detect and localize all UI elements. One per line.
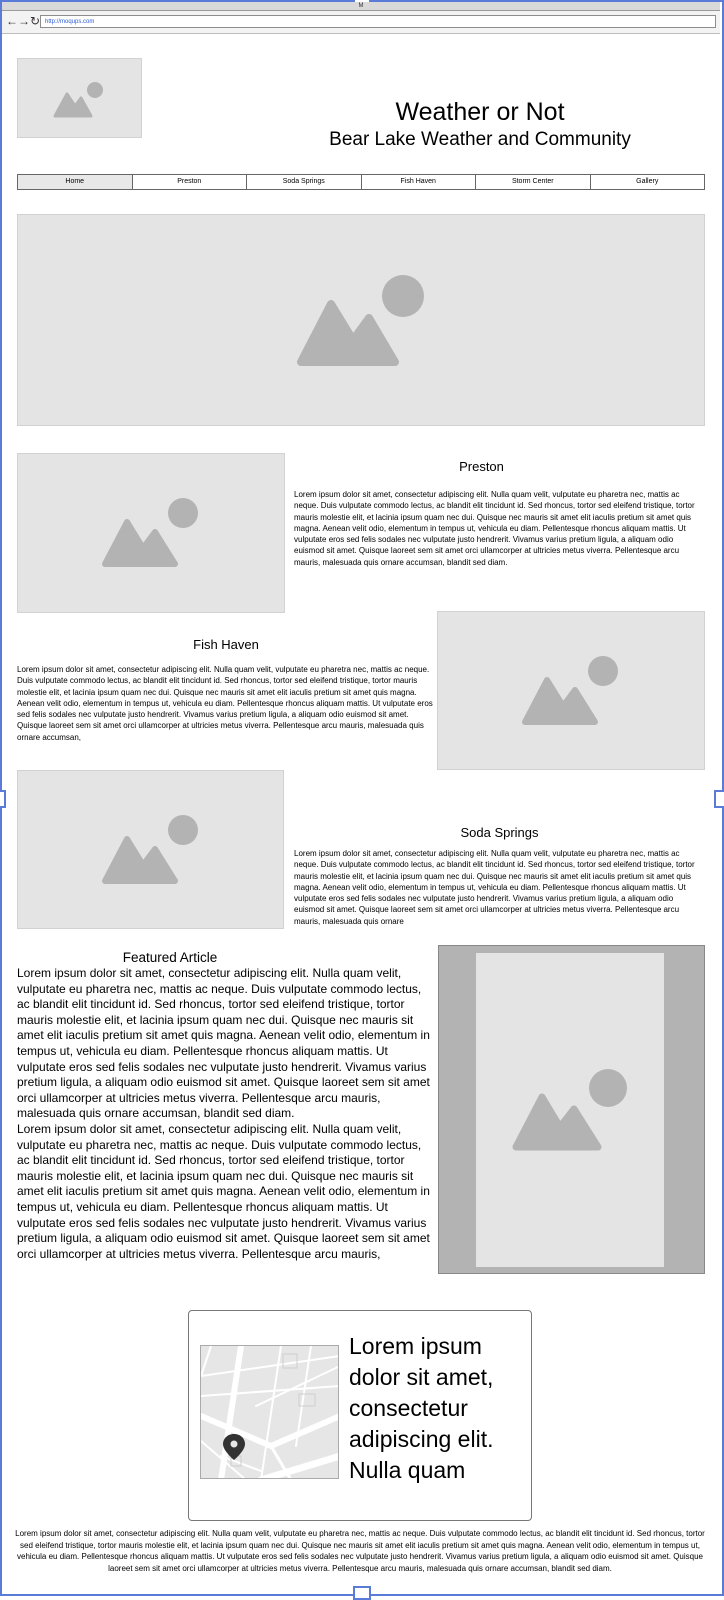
map[interactable] bbox=[200, 1345, 339, 1479]
nav-tab-storm-center[interactable]: Storm Center bbox=[476, 175, 591, 189]
nav-tab-preston[interactable]: Preston bbox=[133, 175, 248, 189]
soda-springs-title: Soda Springs bbox=[460, 825, 539, 840]
soda-springs-text: Lorem ipsum dolor sit amet, consectetur adipiscing elit. Nulla quam velit, vulputate eu pharetra nec, mattis ac neque. Duis vulputate commodo lectus, ac blandit elit tincidunt id. Sed rhoncus, tortor sed eleifend tristique, tortor mauris molestie elit, et lacinia ipsum quam nec dui. Quisque nec mauris sit amet elit iaculis pretium sit amet quis magna. Aenean velit odio, elementum in tempus ut, vehicula eu diam. Pellentesque rhoncus aliquam mattis. Ut vulputate eros sed felis sodales nec vulputate justo hendrerit. Vivamus varius pretium ligula, a aliquam odio euismod sit amet. Quisque laoreet sem sit amet orci ullamcorper at ultricies metus viverra. Pellentesque arcu mauris, malesuada quis ornare bbox=[294, 849, 695, 926]
arrow-left-icon[interactable]: ← bbox=[6, 14, 18, 28]
image-icon bbox=[53, 78, 107, 118]
nav-tab-soda-springs[interactable]: Soda Springs bbox=[247, 175, 362, 189]
map-streets bbox=[201, 1346, 339, 1479]
reload-icon[interactable]: ↻ bbox=[29, 14, 41, 28]
location-card bbox=[188, 1310, 532, 1521]
browser-toolbar bbox=[2, 11, 720, 34]
resize-handle-left[interactable] bbox=[0, 790, 6, 808]
featured-article-text bbox=[17, 966, 435, 1262]
hero-image-placeholder bbox=[17, 214, 705, 426]
image-icon bbox=[101, 498, 201, 568]
image-icon bbox=[101, 815, 201, 885]
fish-haven-title: Fish Haven bbox=[193, 637, 259, 652]
page-subtitle: Bear Lake Weather and Community bbox=[329, 129, 631, 150]
arrow-right-icon[interactable]: → bbox=[18, 14, 30, 28]
image-icon bbox=[295, 274, 427, 366]
featured-paragraph-2: Lorem ipsum dolor sit amet, consectetur adipiscing elit. Nulla quam velit, vulputate eu pharetra nec, mattis ac neque. Duis vulputate commodo lectus, ac blandit elit tincidunt id. Sed rhoncus, tortor sed eleifend tristique, tortor mauris molestie elit, et lacinia ipsum quam nec dui. Quisque nec mauris sit amet elit iaculis pretium sit amet quis magna. Aenean velit odio, elementum in tempus ut, vehicula eu diam. Pellentesque rhoncus aliquam mattis. Ut vulputate eros sed felis sodales nec vulputate justo hendrerit. Vivamus varius pretium ligula, a aliquam odio euismod sit amet. Quisque laoreet sem sit amet orci ullamcorper at ultricies metus viverra. Pellentesque arcu mauris, bbox=[17, 1121, 430, 1261]
card-text: Lorem ipsum dolor sit amet, consectetur adipiscing elit. Nulla quam bbox=[349, 1333, 494, 1483]
nav-tab-fish-haven[interactable]: Fish Haven bbox=[362, 175, 477, 189]
fish-haven-text: Lorem ipsum dolor sit amet, consectetur adipiscing elit. Nulla quam velit, vulputate eu pharetra nec, mattis ac neque. Duis vulputate commodo lectus, ac blandit elit tincidunt id. Sed rhoncus, tortor sed eleifend tristique, tortor mauris molestie elit, et lacinia ipsum quam nec dui. Quisque nec mauris sit amet elit iaculis pretium sit amet quis magna. Aenean velit odio, elementum in tempus ut, vehicula eu diam. Pellentesque rhoncus aliquam mattis. Ut vulputate eros sed felis sodales nec vulputate justo hendrerit. Vivamus varius pretium ligula, a aliquam odio euismod sit amet. Quisque laoreet sem sit amet orci ullamcorper at ultricies metus viverra. Pellentesque arcu mauris, malesuada quis ornare accumsan, bbox=[17, 665, 433, 742]
logo-image-placeholder bbox=[17, 58, 142, 138]
preston-title: Preston bbox=[459, 459, 504, 474]
preston-image-placeholder bbox=[17, 453, 285, 613]
main-nav bbox=[17, 174, 705, 190]
featured-paragraph-1: Lorem ipsum dolor sit amet, consectetur adipiscing elit. Nulla quam velit, vulputate eu pharetra nec, mattis ac neque. Duis vulputate commodo lectus, ac blandit elit tincidunt id. Sed rhoncus, tortor sed eleifend tristique, tortor mauris molestie elit, et lacinia ipsum quam nec dui. Quisque nec mauris sit amet elit iaculis pretium sit amet quis magna. Aenean velit odio, elementum in tempus ut, vehicula eu diam. Pellentesque rhoncus aliquam mattis. Ut vulputate eros sed felis sodales nec vulputate justo hendrerit. Vivamus varius pretium ligula, a aliquam odio euismod sit amet. Quisque laoreet sem sit amet orci ullamcorper at ultricies metus viverra. Pellentesque arcu mauris, malesuada quis ornare accumsan, blandit sed diam. bbox=[17, 966, 430, 1121]
address-bar[interactable]: http://moqups.com bbox=[40, 15, 716, 28]
featured-image-frame bbox=[438, 945, 705, 1274]
soda-springs-image-placeholder bbox=[17, 770, 284, 929]
window-title-strip: M bbox=[2, 2, 720, 11]
resize-handle-right[interactable] bbox=[714, 790, 724, 808]
preston-text: Lorem ipsum dolor sit amet, consectetur adipiscing elit. Nulla quam velit, vulputate eu pharetra nec, mattis ac neque. Duis vulputate commodo lectus, ac blandit elit tincidunt id. Sed rhoncus, tortor sed eleifend tristique, tortor mauris molestie elit, et lacinia ipsum quam nec dui. Quisque nec mauris sit amet elit iaculis pretium sit amet quis magna. Aenean velit odio, elementum in tempus ut, vehicula eu diam. Pellentesque rhoncus aliquam mattis. Ut vulputate eros sed felis sodales nec vulputate justo hendrerit. Vivamus varius pretium ligula, a aliquam odio euismod sit amet. Quisque laoreet sem sit amet orci ullamcorper at ultricies metus viverra. Pellentesque arcu mauris, malesuada quis ornare accumsan, blandit sed diam. bbox=[294, 490, 695, 567]
featured-article-title: Featured Article bbox=[122, 950, 218, 965]
nav-tab-home[interactable]: Home bbox=[18, 175, 133, 189]
featured-image-placeholder bbox=[476, 953, 664, 1267]
nav-tab-gallery[interactable]: Gallery bbox=[636, 178, 659, 185]
image-icon bbox=[521, 656, 621, 726]
resize-handle-bottom[interactable] bbox=[353, 1586, 371, 1600]
page-title: Weather or Not bbox=[395, 98, 565, 126]
image-icon bbox=[512, 1069, 628, 1151]
footer-text: Lorem ipsum dolor sit amet, consectetur adipiscing elit. Nulla quam velit, vulputate eu pharetra nec, mattis ac neque. Duis vulputate commodo lectus, ac blandit elit tincidunt id. Sed rhoncus, tortor sed eleifend tristique, tortor mauris molestie elit, et lacinia ipsum quam nec dui. Quisque nec mauris sit amet elit iaculis pretium sit amet quis magna. Aenean velit odio, elementum in tempus ut, vehicula eu diam. Pellentesque rhoncus aliquam mattis. Ut vulputate eros sed felis sodales nec vulputate justo hendrerit. Vivamus varius pretium ligula, a aliquam odio euismod sit amet. Quisque laoreet sem sit amet orci ullamcorper at ultricies metus viverra. Pellentesque arcu mauris, malesuada quis ornare accumsan, blandit sed diam. bbox=[15, 1529, 705, 1573]
fish-haven-image-placeholder bbox=[437, 611, 705, 770]
